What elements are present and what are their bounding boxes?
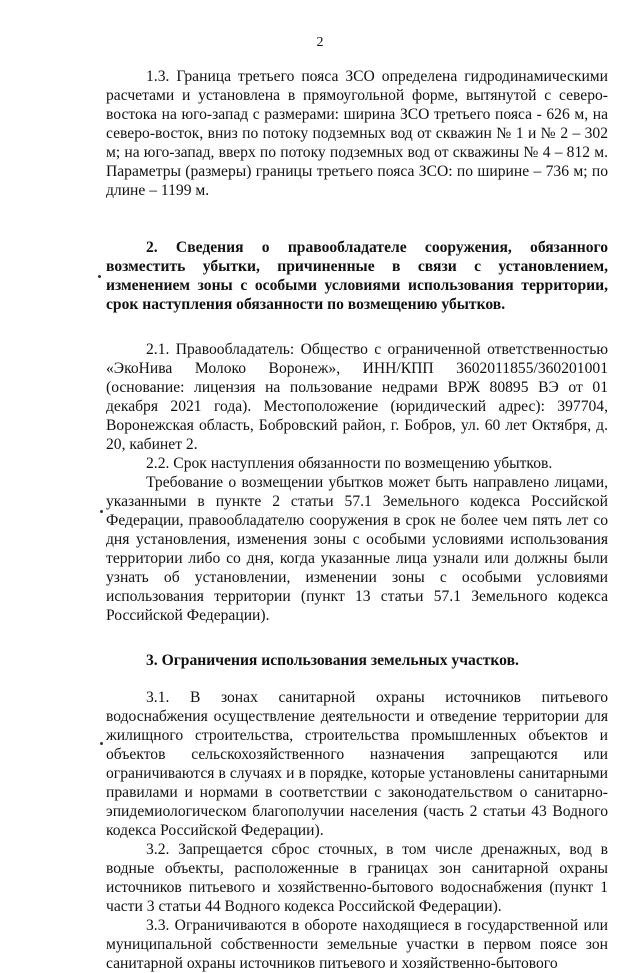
paragraph-3-3: 3.3. Ограничиваются в обороте находящиеся в государственной или муниципальной собственности земельные участки в первом поясе зон санитарной охраны источников питьевого и хозяйственно-бытового xyxy=(106,917,608,972)
spacer xyxy=(106,314,608,340)
section-2-heading: 2. Сведения о правообладателе сооружения, обязанного возместить убытки, причиненные в связи с установлением, изменением зоны с особыми условиями использования территории, срок наступления обязанности по возмещению убытков. xyxy=(106,239,608,313)
spacer xyxy=(106,200,608,238)
paragraph-2-1: 2.1. Правообладатель: Общество с ограниченной ответственностью «ЭкоНива Молоко Воронеж», ИНН/КПП 3602011855/360201001 (основание: лицензия на пользование недрами ВРЖ 80895 ВЭ от 01 декабря 2021 года). Местоположение (юридический адрес): 397704, Воронежская область, Бобровский район, г. Бобров, ул. 60 лет Октября, д. 20, кабинет 2. xyxy=(106,341,608,453)
paragraph-2-2-text: Требование о возмещении убытков может быть направлено лицами, указанными в пункте 2 статьи 57.1 Земельного кодекса Российской Федерации, правообладателю сооружения в срок не более чем пять лет со дня установления, изменения зоны с особыми условиями использования территории либо со дня, когда указанные лица узнали или должны были узнать об установлении, изменении зоны с особыми условиями использования территории (пункт 13 статьи 57.1 Земельного кодекса Российской Федерации). xyxy=(106,474,608,624)
scan-speck xyxy=(100,742,103,745)
spacer xyxy=(106,625,608,651)
paragraph-2-2: 2.2. Срок наступления обязанности по возмещению убытков. xyxy=(146,455,553,472)
scan-speck xyxy=(98,275,101,278)
paragraph-1-3: 1.3. Граница третьего пояса ЗСО определена гидродинамическими расчетами и установлена в прямоугольной форме, вытянутой с северо-востока на юго-запад с размерами: ширина ЗСО третьего пояса - 626 м, на северо-восток, вниз по потоку подземных вод от скважин № 1 и № 2 – 302 м; на юго-запад, вверх по потоку подземных вод от скважины № 4 – 812 м. Параметры (размеры) границы третьего пояса ЗСО: по ширине – 736 м; по длине – 1199 м. xyxy=(106,68,608,199)
paragraph-3-1: 3.1. В зонах санитарной охраны источников питьевого водоснабжения осуществление деятельности и отведение территории для жилищного строительства, строительства промышленных объектов и объектов сельскохозяйственного назначения запрещаются или ограничиваются в случаях и в порядке, которые установлены санитарными правилами и нормами в соответствии с законодательством о санитарно-эпидемиологическом благополучии населения (часть 2 статьи 43 Водного кодекса Российской Федерации). xyxy=(106,689,608,839)
spacer xyxy=(106,670,608,688)
paragraph-3-2: 3.2. Запрещается сброс сточных, в том числе дренажных, вод в водные объекты, расположенные в границах зон санитарной охраны источников питьевого и хозяйственно-бытового водоснабжения (пункт 1 части 3 статьи 44 Водного кодекса Российской Федерации). xyxy=(106,841,608,915)
document-body xyxy=(106,67,608,973)
page-number: 2 xyxy=(316,35,324,50)
section-3-heading: 3. Ограничения использования земельных участков. xyxy=(146,652,519,669)
scan-speck xyxy=(100,510,103,513)
